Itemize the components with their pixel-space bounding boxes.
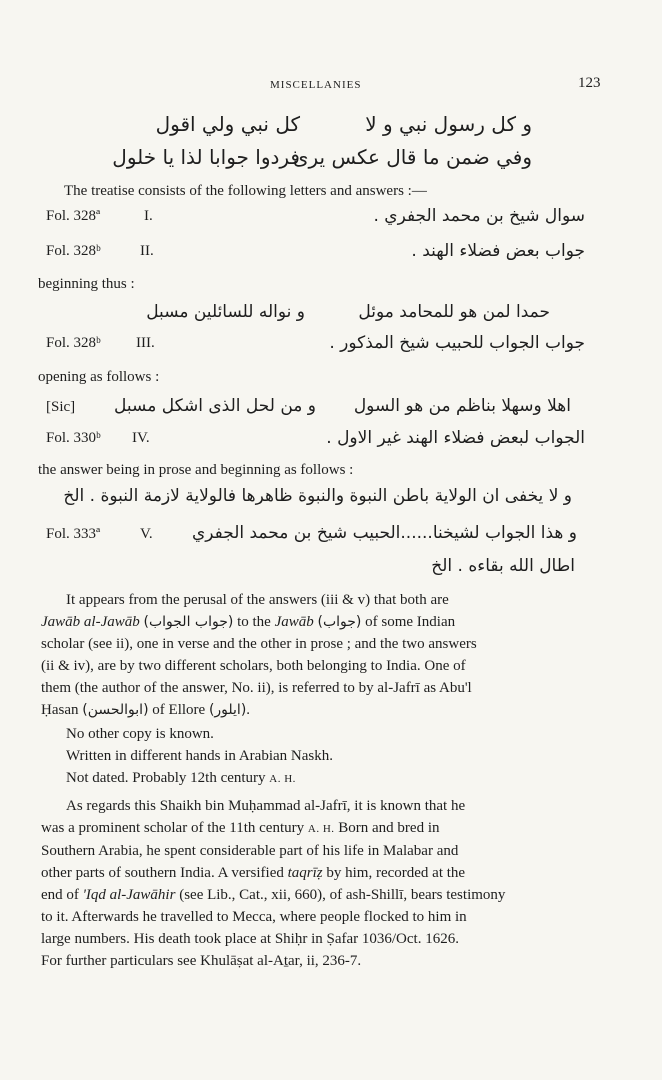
answer-intro: the answer being in prose and beginning as follows : xyxy=(38,462,354,478)
folio-arabic-5-continued: اطال الله بقاءه . الخ xyxy=(431,556,575,576)
verse2-right: حمدا لمن هو للمحامد موئل xyxy=(358,302,550,322)
verse3-left: و من لحل الذى اشكل مسبل xyxy=(114,396,316,416)
running-title: MISCELLANIES xyxy=(270,79,362,91)
paragraph-biography: As regards this Shaikh bin Muḥammad al-Jafrī, it is known that he was a prominent scholar of the 11th century A. H. Born and bred in Southern Arabia, he spent considerable part of his life in Malabar and other parts of southern India. A versified taqrīẓ by him, recorded at the end of 'Iqd al-Jawāhir (see Lib., Cat., xii, 660), of ash-Shillī, bears testimony to it. Afterwards he travelled to Mecca, where people flocked to him in large numbers. His death took place at Shiḥr in Ṣafar 1036/Oct. 1626. For further particulars see Khulāṣat al-Aṯar, ii, 236-7. xyxy=(41,798,506,969)
verse1-line1-left: كل نبي ولي اقول xyxy=(155,112,300,136)
verse3-right: اهلا وسهلا بناظم من هو السول xyxy=(353,396,571,416)
page-number: 123 xyxy=(578,75,601,91)
folio-ref-2: Fol. 328ᵇ xyxy=(46,243,101,259)
folio-num-5: V. xyxy=(140,526,153,542)
verse1-line1-right: و كل رسول نبي و لا xyxy=(365,112,532,136)
note-no-other-copy: No other copy is known. xyxy=(66,726,214,742)
folio-ref-3: Fol. 328ᵇ xyxy=(46,335,101,351)
arabic-prose: و لا يخفى ان الولاية باطن النبوة والنبوة ظاهرها فالولاية لازمة النبوة . الخ xyxy=(63,486,572,506)
verse1-line2-right: وفي ضمن ما قال عكس يرى xyxy=(292,145,532,169)
opening-as-follows: opening as follows : xyxy=(38,369,160,385)
folio-num-3: III. xyxy=(136,335,155,351)
verse2-left: و نواله للسائلين مسبل xyxy=(146,302,305,322)
folio-arabic-4: الجواب لبعض فضلاء الهند غير الاول . xyxy=(326,428,585,448)
folio-num-1: I. xyxy=(144,208,153,224)
folio-arabic-3: جواب الجواب للحبيب شيخ المذكور . xyxy=(329,333,585,353)
note-not-dated: Not dated. Probably 12th century A. H. xyxy=(66,770,296,786)
paragraph-perusal: It appears from the perusal of the answers (iii & v) that both are Jawāb al-Jawāb (جواب الجواب) to the Jawāb (جواب) of some Indian scholar (see ii), one in verse and the other in prose ; and the two answers (ii & iv), are by two different scholars, both belonging to India. One of them (the author of the answer, No. ii), is referred to by al-Jafrī as Abu'l Ḥasan (ابوالحسن) of Ellore (ايلور). xyxy=(41,592,477,718)
folio-num-4: IV. xyxy=(132,430,150,446)
folio-arabic-1: سوال شيخ بن محمد الجفري . xyxy=(373,206,585,226)
folio-ref-5: Fol. 333ª xyxy=(46,526,101,542)
treatise-intro: The treatise consists of the following letters and answers :— xyxy=(64,183,427,199)
verse1-line2-left: فردوا جوابا لذا يا خلول xyxy=(112,145,300,169)
note-written-naskh: Written in different hands in Arabian Naskh. xyxy=(66,748,333,764)
folio-ref-1: Fol. 328ª xyxy=(46,208,101,224)
beginning-thus: beginning thus : xyxy=(38,276,135,292)
folio-arabic-5: و هذا الجواب لشيخنا......الحبيب شيخ بن محمد الجفري xyxy=(191,523,577,543)
folio-num-2: II. xyxy=(140,243,154,259)
folio-arabic-2: جواب بعض فضلاء الهند . xyxy=(411,241,585,261)
folio-ref-4: Fol. 330ᵇ xyxy=(46,430,101,446)
sic-mark: [Sic] xyxy=(46,399,76,415)
